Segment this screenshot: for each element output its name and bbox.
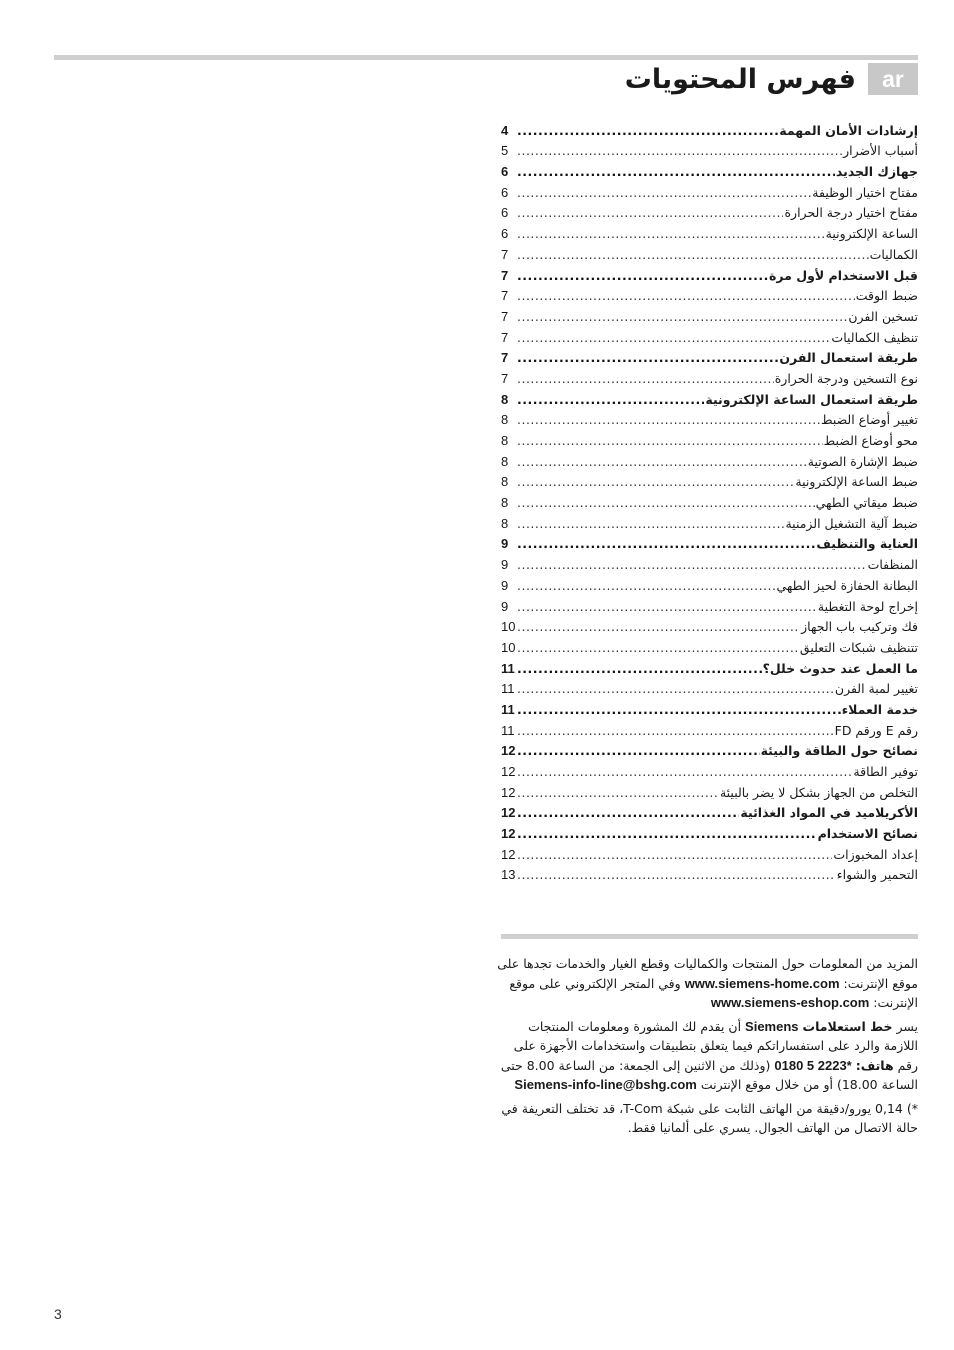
toc-entry[interactable]	[501, 180, 918, 201]
toc-entry-label: التخلص من الجهاز بشكل لا يضر بالبيئة	[719, 784, 918, 800]
toc-entry[interactable]	[501, 366, 918, 387]
info-paragraph-hotline: يسر خط استعلامات Siemens أن يقدم لك المشورة ومعلومات المنتجات اللازمة والرد على استفساراتكم فيما يتعلق بتطبيقات واستخدامات الأجهزة على رقم هاتف: 0180 5 2223* (وذلك من الاثنين إلى الجمعة: من الساعة 8.00 حتى الساعة 18.00) أو من خلال موقع الإنترنت Siemens-info-line@bshg.com	[500, 1018, 918, 1092]
toc-entry[interactable]	[501, 635, 918, 656]
toc-entry-page: 12	[501, 846, 516, 862]
toc-entry-page: 10	[501, 639, 516, 655]
table-of-contents	[501, 118, 918, 883]
page-title: فهرس المحتويات	[624, 63, 856, 95]
toc-entry[interactable]	[501, 511, 918, 532]
toc-dot-leader	[517, 247, 869, 263]
top-divider	[54, 55, 918, 60]
toc-entry-page: 6	[501, 184, 509, 200]
toc-dot-leader	[517, 619, 800, 635]
toc-entry-page: 5	[501, 143, 509, 159]
toc-entry-page: 8	[501, 453, 509, 469]
toc-dot-leader	[517, 867, 836, 883]
toc-dot-leader	[517, 764, 852, 780]
toc-entry-page: 7	[501, 288, 509, 304]
toc-entry-page: 11	[501, 722, 515, 738]
toc-entry-label: ما العمل عند حدوث خلل؟	[762, 660, 918, 676]
toc-dot-leader	[517, 743, 760, 759]
toc-dot-leader	[517, 268, 768, 284]
page-header	[625, 62, 918, 96]
toc-entry[interactable]	[501, 470, 918, 491]
toc-entry-label: جهازك الجديد	[835, 164, 918, 180]
toc-dot-leader	[517, 330, 830, 346]
toc-entry-page: 12	[501, 805, 516, 821]
toc-entry[interactable]	[501, 718, 918, 739]
toc-dot-leader	[517, 578, 775, 594]
section-divider	[501, 934, 918, 939]
toc-entry[interactable]	[501, 118, 918, 139]
toc-dot-leader	[517, 412, 820, 428]
toc-entry-label: ضبط الوقت	[855, 288, 918, 304]
toc-entry-label: طريقة استعمال الفرن	[779, 350, 918, 366]
toc-entry-page: 8	[501, 515, 509, 531]
toc-dot-leader	[517, 164, 835, 180]
info-block	[490, 954, 918, 1142]
toc-entry[interactable]	[501, 387, 918, 408]
toc-entry[interactable]	[501, 428, 918, 449]
toc-entry[interactable]	[501, 801, 918, 822]
toc-dot-leader	[517, 226, 825, 242]
toc-entry-label: الساعة الإلكترونية	[825, 226, 918, 242]
toc-entry-page: 7	[501, 267, 509, 283]
toc-entry-label: إعداد المخبوزات	[833, 846, 918, 862]
siemens-eshop-link[interactable]: www.siemens-eshop.com	[710, 995, 870, 1010]
toc-dot-leader	[517, 454, 807, 470]
toc-entry[interactable]	[501, 842, 918, 863]
toc-entry-page: 8	[501, 474, 509, 490]
toc-entry[interactable]	[501, 780, 918, 801]
toc-entry-label: توفير الطاقة	[853, 764, 918, 779]
toc-dot-leader	[517, 433, 823, 449]
toc-entry-page: 9	[501, 557, 509, 573]
toc-entry[interactable]	[501, 532, 918, 553]
toc-entry[interactable]	[501, 656, 918, 677]
toc-entry-label: المنظفات	[867, 557, 918, 573]
toc-dot-leader	[517, 350, 778, 366]
toc-entry[interactable]	[501, 325, 918, 346]
toc-dot-leader	[517, 123, 778, 139]
page-number: 3	[54, 1306, 62, 1322]
toc-dot-leader	[517, 805, 739, 821]
toc-dot-leader	[517, 599, 817, 615]
toc-dot-leader	[517, 702, 841, 718]
toc-entry[interactable]	[501, 490, 918, 511]
toc-entry-label: طريقة استعمال الساعة الإلكترونية	[705, 391, 918, 407]
toc-entry[interactable]	[501, 242, 918, 263]
toc-entry[interactable]	[501, 677, 918, 698]
toc-entry-page: 11	[501, 701, 515, 717]
info-paragraph-web: المزيد من المعلومات حول المنتجات والكماليات وقطع الغيار والخدمات تجدها على موقع الإنترنت: www.siemens-home.com وفي المتجر الإلكتروني على موقع الإنترنت: www.siemens-eshop.com	[497, 956, 918, 1010]
toc-entry-page: 6	[501, 205, 509, 221]
toc-entry[interactable]	[501, 863, 918, 884]
toc-entry-page: 12	[501, 784, 516, 800]
toc-entry-page: 7	[501, 329, 509, 345]
toc-dot-leader	[517, 723, 834, 739]
toc-entry-page: 12	[501, 764, 516, 779]
toc-entry-page: 9	[501, 577, 509, 593]
hotline-number: 0180 5 2223*	[774, 1057, 852, 1073]
language-badge: ar	[868, 63, 918, 95]
toc-entry-page: 11	[501, 660, 515, 676]
toc-dot-leader	[517, 785, 719, 801]
toc-entry-label: الكماليات	[869, 246, 918, 262]
toc-entry[interactable]	[501, 594, 918, 615]
toc-dot-leader	[517, 516, 784, 532]
toc-entry-label: محو أوضاع الضبط	[823, 433, 918, 448]
toc-entry-label: العناية والتنظيف	[816, 536, 918, 552]
toc-entry-label: ضبط الإشارة الصوتية	[807, 453, 918, 469]
toc-entry-label: البطانة الحفازة لحيز الطهي	[776, 577, 918, 593]
toc-entry[interactable]	[501, 263, 918, 284]
toc-entry[interactable]	[501, 697, 918, 718]
toc-entry-label: نصائح حول الطاقة والبيئة	[760, 743, 918, 759]
toc-dot-leader	[517, 309, 847, 325]
toc-entry[interactable]	[501, 573, 918, 594]
toc-dot-leader	[517, 826, 817, 842]
toc-entry-label: نوع التسخين ودرجة الحرارة	[774, 370, 918, 386]
toc-dot-leader	[517, 495, 815, 511]
toc-dot-leader	[517, 371, 774, 387]
toc-entry-page: 8	[501, 433, 509, 448]
toc-dot-leader	[517, 681, 834, 697]
toc-entry-label: ضبط الساعة الإلكترونية	[795, 474, 918, 490]
toc-entry-label: التحمير والشواء	[836, 867, 918, 883]
toc-entry-page: 6	[501, 164, 509, 180]
toc-entry-page: 8	[501, 391, 509, 407]
toc-entry-page: 12	[501, 826, 516, 842]
toc-entry-label: ضبط ميقاتي الطهي	[815, 495, 918, 511]
toc-dot-leader	[517, 557, 867, 573]
toc-entry-label: تتنظيف شبكات التعليق	[799, 639, 918, 655]
toc-entry[interactable]	[501, 408, 918, 429]
toc-entry[interactable]	[501, 552, 918, 573]
toc-entry-label: ضبط آلية التشغيل الزمنية	[785, 515, 918, 531]
toc-entry[interactable]	[501, 759, 918, 780]
toc-entry[interactable]	[501, 449, 918, 470]
toc-entry-label: نصائح الاستخدام	[817, 826, 918, 842]
toc-entry-page: 7	[501, 246, 509, 262]
toc-entry[interactable]	[501, 304, 918, 325]
toc-entry-page: 8	[501, 495, 509, 511]
toc-entry-label: مفتاح اختيار الوظيفة	[812, 184, 918, 200]
toc-entry-label: إرشادات الأمان المهمة	[779, 122, 918, 138]
toc-entry-label: أسباب الأضرار	[843, 143, 918, 159]
toc-entry-page: 4	[501, 122, 509, 138]
info-email-link[interactable]: Siemens-info-line@bshg.com	[514, 1077, 697, 1092]
toc-entry-page: 13	[501, 867, 516, 883]
toc-entry[interactable]	[501, 201, 918, 222]
toc-entry-label: فك وتركيب باب الجهاز	[801, 619, 918, 635]
toc-entry-label: رقم E ورقم FD	[834, 722, 918, 738]
toc-entry-label: تسخين الفرن	[848, 308, 918, 324]
toc-dot-leader	[517, 640, 799, 656]
toc-entry-label: تغيير أوضاع الضبط	[820, 412, 918, 428]
toc-entry-page: 7	[501, 370, 509, 386]
toc-dot-leader	[517, 185, 811, 201]
toc-dot-leader	[517, 536, 815, 552]
toc-dot-leader	[517, 143, 842, 159]
toc-entry[interactable]	[501, 821, 918, 842]
toc-entry-page: 8	[501, 412, 509, 428]
toc-dot-leader	[517, 661, 762, 677]
info-footnote: *) 0,14 يورو/دقيقة من الهاتف الثابت على شبكة T-Com، قد تختلف التعريفة في حالة الاتصال من الهاتف الجوال. يسري على ألمانيا فقط.	[501, 1100, 918, 1135]
toc-entry[interactable]	[501, 221, 918, 242]
toc-entry-page: 7	[501, 308, 509, 324]
toc-dot-leader	[517, 205, 783, 221]
toc-dot-leader	[517, 847, 832, 863]
toc-entry-label: إخراج لوحة التغطية	[817, 598, 918, 614]
toc-entry-page: 10	[501, 619, 516, 635]
toc-entry-label: تنظيف الكماليات	[831, 329, 918, 345]
toc-entry[interactable]	[501, 159, 918, 180]
toc-entry-label: تغيير لمبة الفرن	[834, 681, 918, 697]
toc-dot-leader	[517, 288, 855, 304]
siemens-home-link[interactable]: www.siemens-home.com	[684, 975, 840, 991]
toc-dot-leader	[517, 392, 704, 408]
toc-entry-page: 12	[501, 743, 516, 759]
toc-entry[interactable]	[501, 739, 918, 760]
toc-entry-label: مفتاح اختيار درجة الحرارة	[784, 205, 918, 221]
toc-dot-leader	[517, 474, 794, 490]
toc-entry[interactable]	[501, 346, 918, 367]
toc-entry[interactable]	[501, 284, 918, 305]
toc-entry-label: الأكريلاميد في المواد الغذائية	[740, 805, 918, 821]
toc-entry-page: 11	[501, 681, 515, 697]
toc-entry-page: 9	[501, 536, 509, 552]
toc-entry[interactable]	[501, 615, 918, 636]
toc-entry-page: 7	[501, 350, 509, 366]
toc-entry-label: خدمة العملاء	[841, 701, 918, 717]
toc-entry-page: 6	[501, 226, 509, 242]
toc-entry-label: قبل الاستخدام لأول مرة	[769, 267, 918, 283]
toc-entry[interactable]	[501, 139, 918, 160]
toc-entry-page: 9	[501, 598, 509, 614]
